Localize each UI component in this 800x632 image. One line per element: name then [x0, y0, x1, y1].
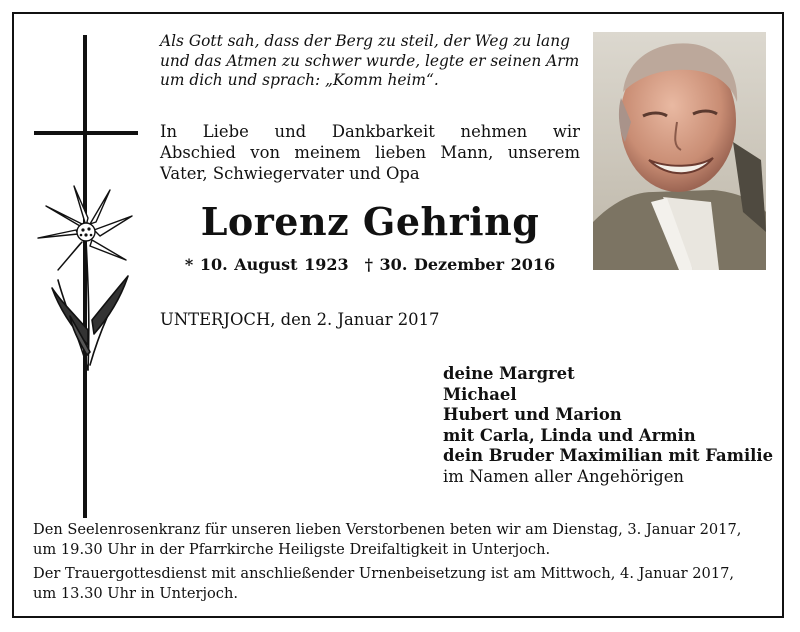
deceased-name: Lorenz Gehring: [200, 199, 540, 244]
poem-line: um dich und sprach: „Komm heim“.: [160, 71, 439, 89]
rosary-notice-line: um 19.30 Uhr in der Pfarrkirche Heiligste Dreifaltigkeit in Unterjoch.: [33, 540, 551, 558]
service-notice-line: Der Trauergottesdienst mit anschließender Urnenbeisetzung ist am Mittwoch, 4. Januar 2017,: [33, 565, 735, 582]
intro-line: In Liebe und Dankbarkeit nehmen wir: [160, 122, 580, 141]
intro-line: Vater, Schwiegervater und Opa: [160, 164, 420, 183]
intro-line: Abschied von meinem lieben Mann, unserem: [160, 143, 580, 162]
signer-line: mit Carla, Linda und Armin: [443, 425, 696, 445]
signer-line: dein Bruder Maximilian mit Familie: [443, 446, 774, 466]
service-notice-line: um 13.30 Uhr in Unterjoch.: [33, 584, 239, 602]
signer-line: Michael: [443, 384, 517, 404]
service-notices: [33, 520, 768, 603]
poem-line: und das Atmen zu schwer wurde, legte er seinen Arm: [160, 51, 580, 70]
portrait-image: [593, 32, 766, 270]
intro-text: [160, 121, 580, 184]
signer-line: Hubert und Marion: [443, 405, 622, 425]
death-date: † 30. Dezember 2016: [364, 255, 556, 274]
signer-line: deine Margret: [443, 364, 575, 383]
edelweiss-icon: [30, 180, 142, 376]
life-dates: [160, 254, 580, 276]
poem-line: Als Gott sah, dass der Berg zu steil, der Weg zu lang: [160, 32, 571, 50]
rosary-notice-line: Den Seelenrosenkranz für unseren lieben Verstorbenen beten wir am Dienstag, 3. Januar 2017,: [33, 521, 742, 538]
cross-crossbar: [34, 131, 138, 135]
signer-closing: im Namen aller Angehörigen: [443, 466, 684, 486]
signers: [443, 364, 773, 488]
portrait-photo: [593, 32, 766, 270]
poem: [160, 32, 580, 91]
birth-date: * 10. August 1923: [184, 255, 349, 274]
place-date: UNTERJOCH, den 2. Januar 2017: [160, 310, 440, 329]
